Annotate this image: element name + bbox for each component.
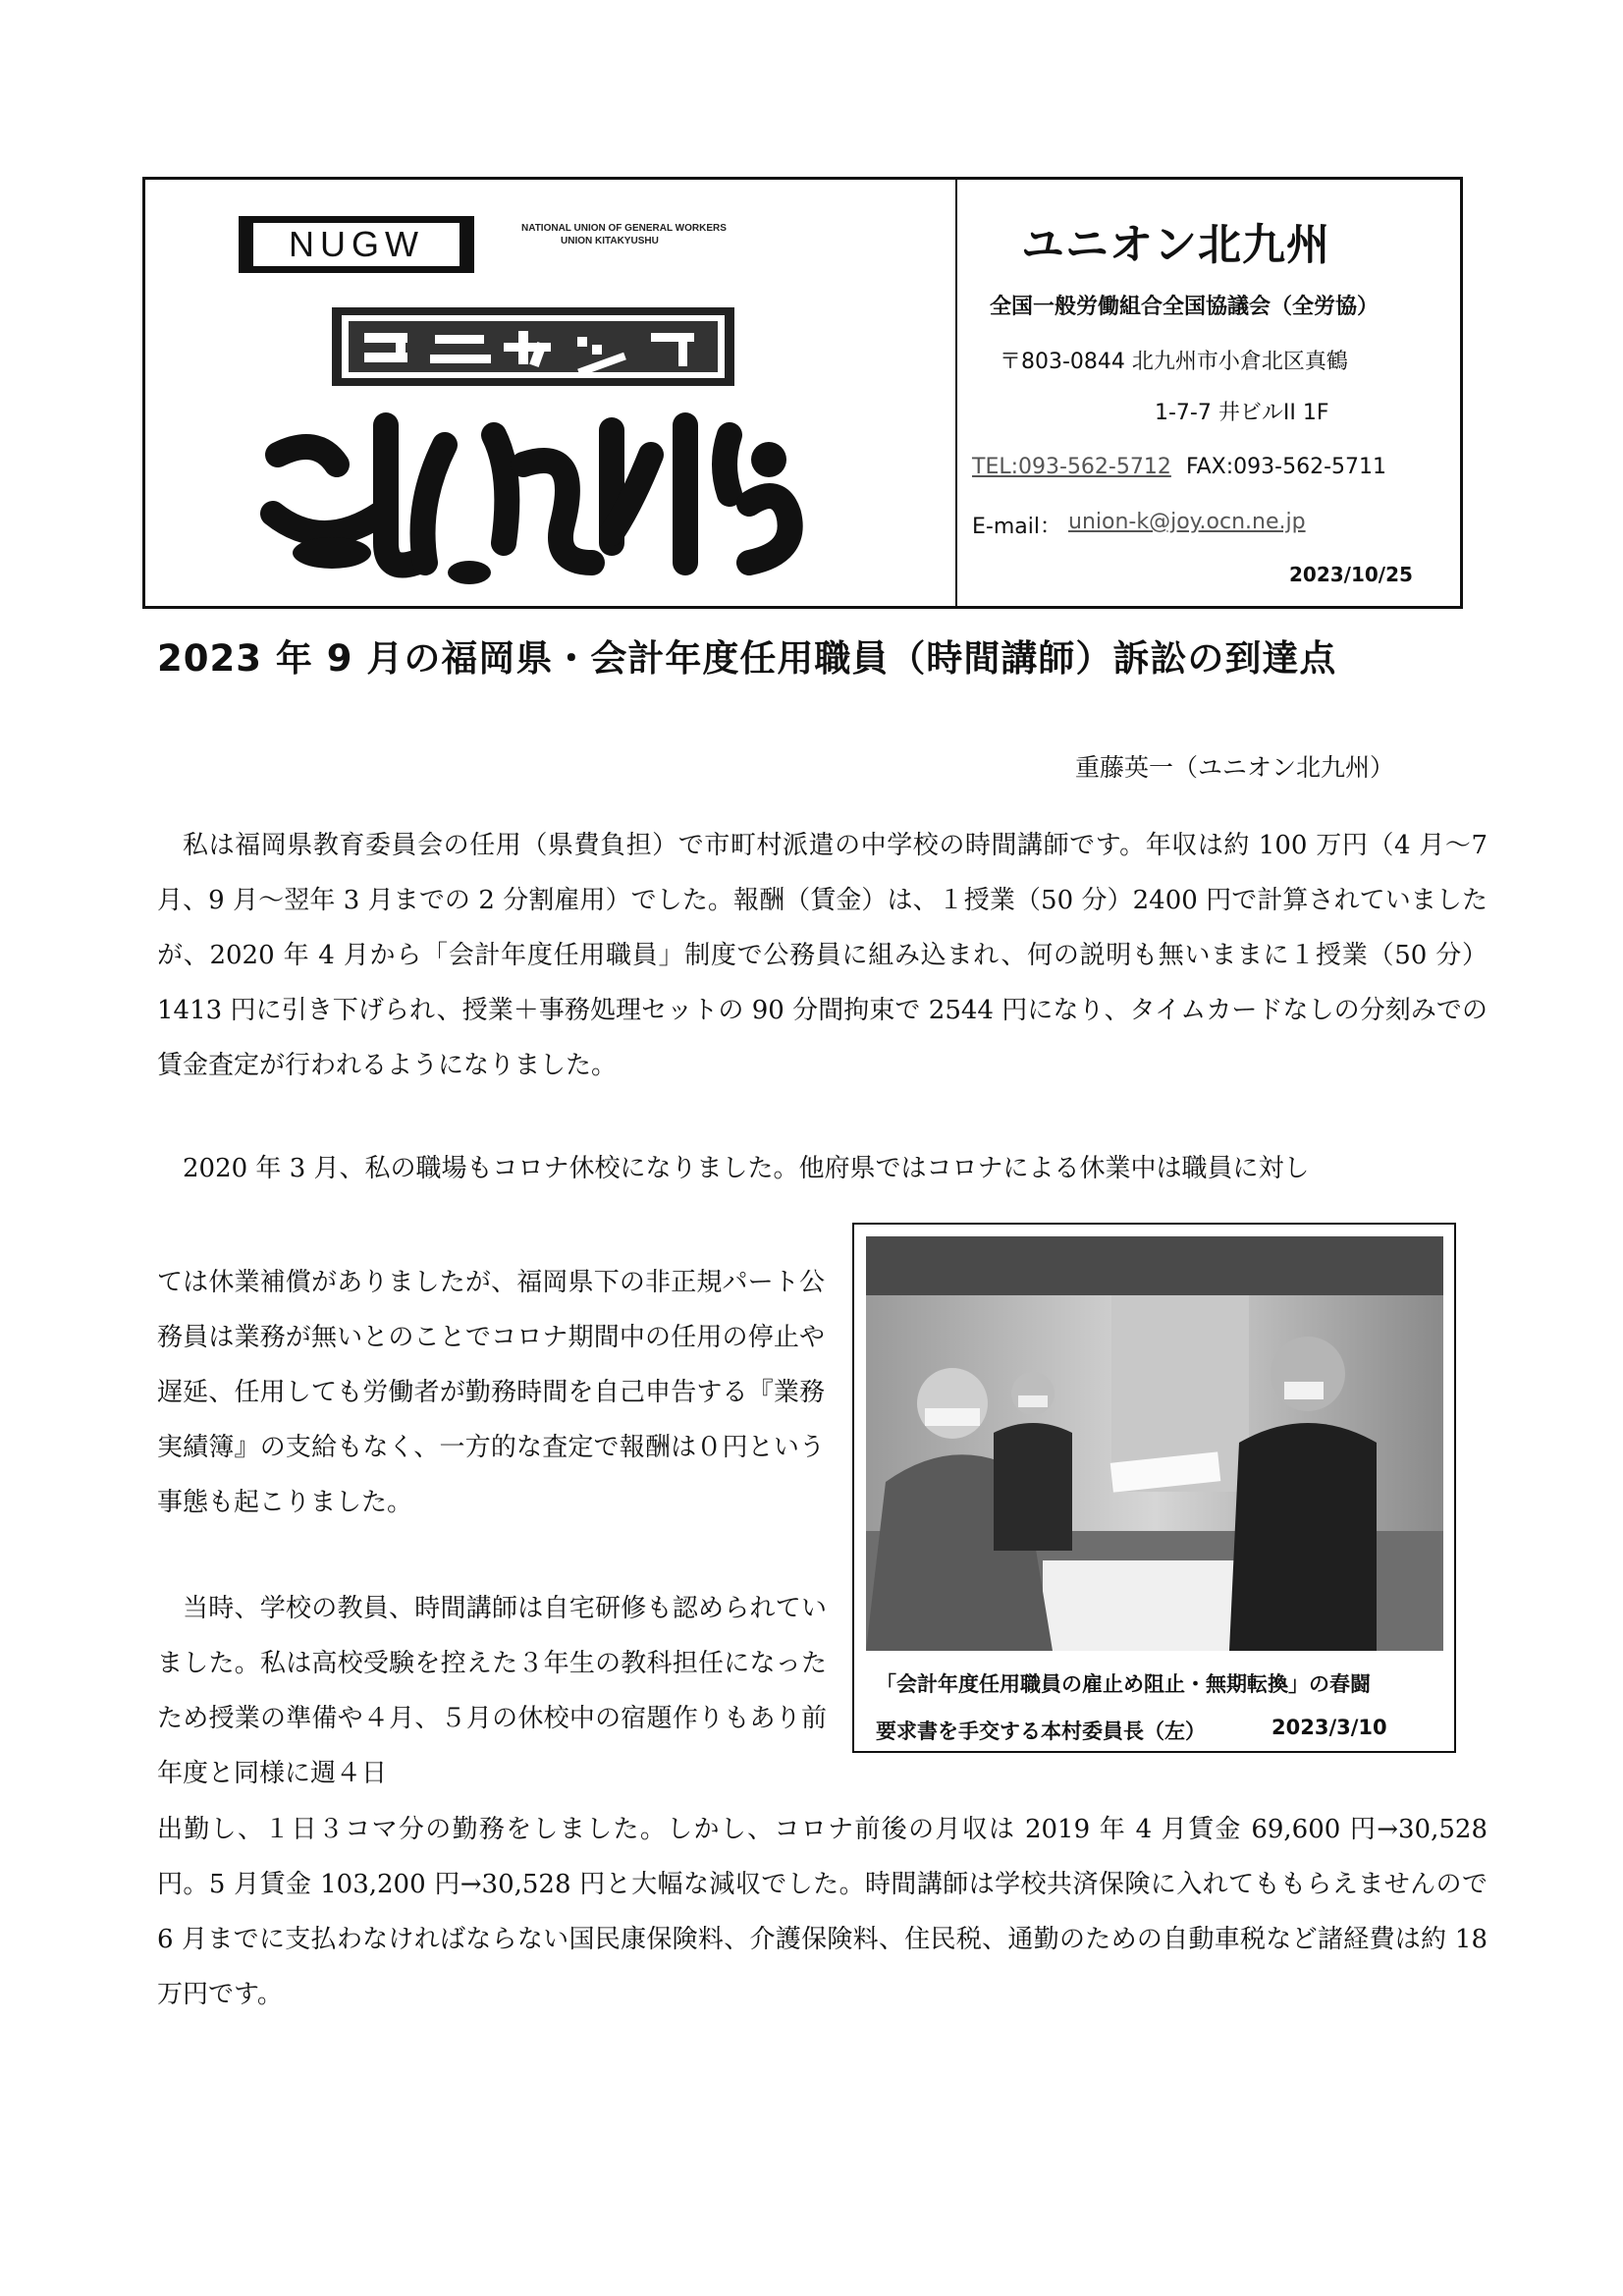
article-paragraph-3-narrow: 当時、学校の教員、時間講師は自宅研修も認められていました。私は高校受験を控えた３年生の教科担任になったため授業の準備や４月、５月の休校中の宿題作りもあり前年度と同様に週４日: [157, 1594, 827, 1788]
photo-figure: [852, 1223, 1456, 1753]
masthead-logo-panel: [145, 180, 955, 606]
photo-caption-date: 2023/3/10: [1271, 1716, 1387, 1739]
article-paragraph-2-first-line: 2020 年 3 月、私の職場もコロナ休校になりました。他府県ではコロナによる休業中は職員に対し: [183, 1154, 1310, 1183]
photo-caption-line1: 「会計年度任用職員の雇止め阻止・無期転換」の春闘: [876, 1672, 1371, 1696]
article-paragraph-3-wide: 出勤し、１日３コマ分の勤務をしました。しかし、コロナ前後の月収は 2019 年 4 月賃金 69,600 円→30,528 円。5 月賃金 103,200 円→30,528 円と大幅な減収でした。時間講師は学校共済保険に入れてももらえませんので 6 月までに支払わなければならない国民康保険料、介護保険料、住民税、通勤のための自動車税など諸経費は約 18 万円です。: [157, 1815, 1488, 2009]
org-english-name: [521, 222, 894, 247]
fax-number: FAX:093-562-5711: [1186, 455, 1387, 479]
organization-name: 全国一般労働組合全国協議会（全労協）: [990, 295, 1380, 319]
org-english-line1: NATIONAL UNION OF GENERAL WORKERS: [521, 223, 727, 234]
email-link[interactable]: union-k@joy.ocn.ne.jp: [1068, 510, 1306, 534]
article-headline: 2023 年 9 月の福岡県・会計年度任用職員（時間講師）訴訟の到達点: [157, 637, 1337, 680]
article-author: 重藤英一（ユニオン北九州）: [1075, 753, 1395, 782]
telephone-link[interactable]: TEL:093-562-5712: [972, 455, 1171, 479]
photo-caption-line2: 要求書を手交する本村委員長（左）: [876, 1720, 1206, 1743]
nugw-badge: [239, 216, 474, 273]
org-english-line2: UNION KITAKYUSHU: [561, 236, 659, 246]
meeting-photo: [866, 1236, 1443, 1651]
union-kitakyushu-logo: [239, 288, 828, 602]
masthead: [142, 177, 1463, 609]
union-title: ユニオン北九州: [1021, 220, 1330, 270]
nugw-badge-text: NUGW: [253, 223, 460, 266]
masthead-contact-panel: [960, 180, 1461, 606]
masthead-divider: [955, 180, 957, 606]
article-paragraph-2-body: ては休業補償がありましたが、福岡県下の非正規パート公務員は業務が無いとのことでコロナ期間中の任用の停止や遅延、任用しても労働者が勤務時間を自己申告する『業務実績簿』の支給もなく、一方的な査定で報酬は０円という事態も起こりました。: [157, 1268, 825, 1517]
address-line1: 〒803-0844 北九州市小倉北区真鶴: [1000, 350, 1348, 374]
email-label: E-mail：: [972, 515, 1061, 539]
address-line2: 1-7-7 井ビルII 1F: [1155, 401, 1329, 425]
article-paragraph-1: 私は福岡県教育委員会の任用（県費負担）で市町村派遣の中学校の時間講師です。年収は約 100 万円（4 月～7 月、9 月～翌年 3 月までの 2 分割雇用）でした。報酬（賃金）は、１授業（50 分）2400 円で計算されていましたが、2020 年 4 月から「会計年度任用職員」制度で公務員に組み込まれ、何の説明も無いままに１授業（50 分）1413 円に引き下げられ、授業＋事務処理セットの 90 分間拘束で 2544 円になり、タイムカードなしの分刻みでの賃金査定が行われるようになりました。: [157, 831, 1488, 1080]
issue-date: 2023/10/25: [1289, 563, 1413, 586]
